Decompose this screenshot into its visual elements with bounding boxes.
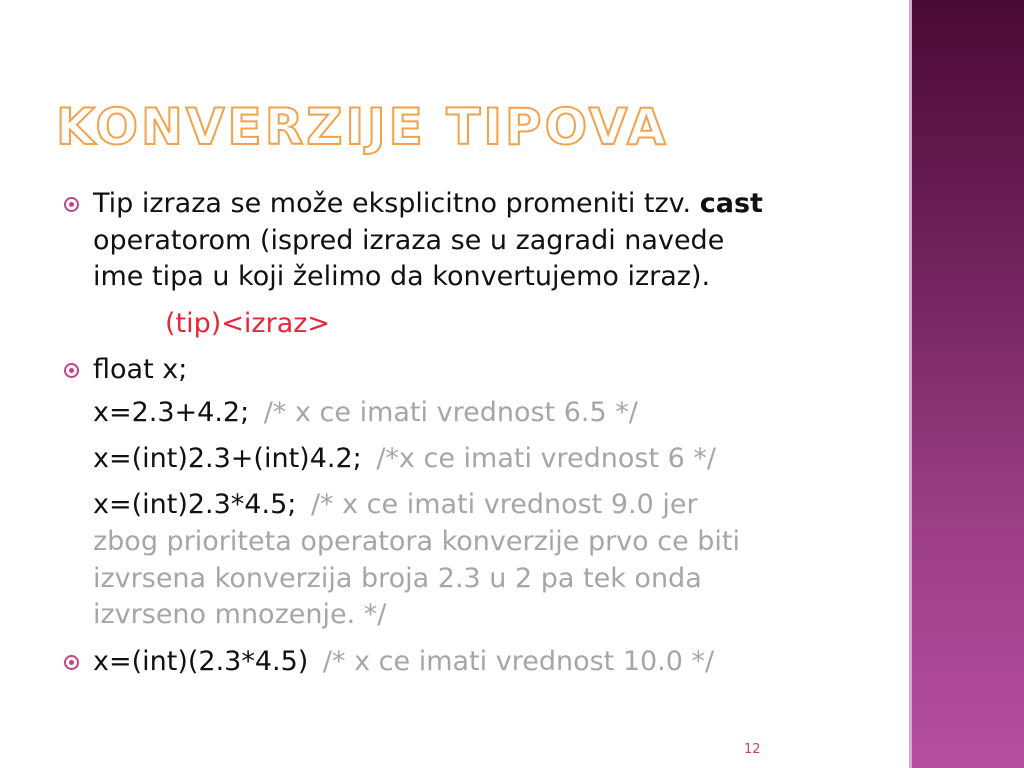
comment-2: /*x ce imati vrednost 6 */ <box>376 443 717 474</box>
code-4: x=(int)(2.3*4.5) <box>93 646 309 677</box>
bullet-3-line-1 <box>93 644 714 680</box>
circle-bullet-icon <box>64 655 79 670</box>
code-example-3 <box>93 487 698 523</box>
code-3: x=(int)2.3*4.5; <box>93 489 297 520</box>
comment-4: /* x ce imati vrednost 10.0 */ <box>322 646 715 677</box>
decorative-sidebar <box>912 0 1024 768</box>
page-number: 12 <box>744 742 761 757</box>
comment-1: /* x ce imati vrednost 6.5 */ <box>263 397 638 428</box>
code-1: x=2.3+4.2; <box>93 397 250 428</box>
comment-3-line-2: zbog prioriteta operatora konverzije prvo ce biti <box>93 526 741 557</box>
code-example-1 <box>93 395 638 431</box>
bullet-1-text: Tip izraza se može eksplicitno promeniti tzv. <box>93 188 692 219</box>
bullet-1-line-1 <box>93 186 763 222</box>
bullet-2-line-1: float x; <box>93 354 188 385</box>
slide-title: KONVERZIJE TIPOVA <box>56 98 669 156</box>
comment-3-line-1: /* x ce imati vrednost 9.0 jer <box>310 489 698 520</box>
cast-syntax: (tip)<izraz> <box>165 308 331 339</box>
bullet-1-line-3: ime tipa u koji želimo da konvertujemo izraz). <box>93 261 711 292</box>
code-2: x=(int)2.3+(int)4.2; <box>93 443 362 474</box>
bullet-1-line-2: operatorom (ispred izraza se u zagradi navede <box>93 225 725 256</box>
circle-bullet-icon <box>64 363 79 378</box>
code-example-2 <box>93 441 716 477</box>
circle-bullet-icon <box>64 197 79 212</box>
comment-3-line-3: izvrsena konverzija broja 2.3 u 2 pa tek onda <box>93 563 702 594</box>
cast-keyword: cast <box>699 188 763 219</box>
comment-3-line-4: izvrseno mnozenje. */ <box>93 599 387 630</box>
